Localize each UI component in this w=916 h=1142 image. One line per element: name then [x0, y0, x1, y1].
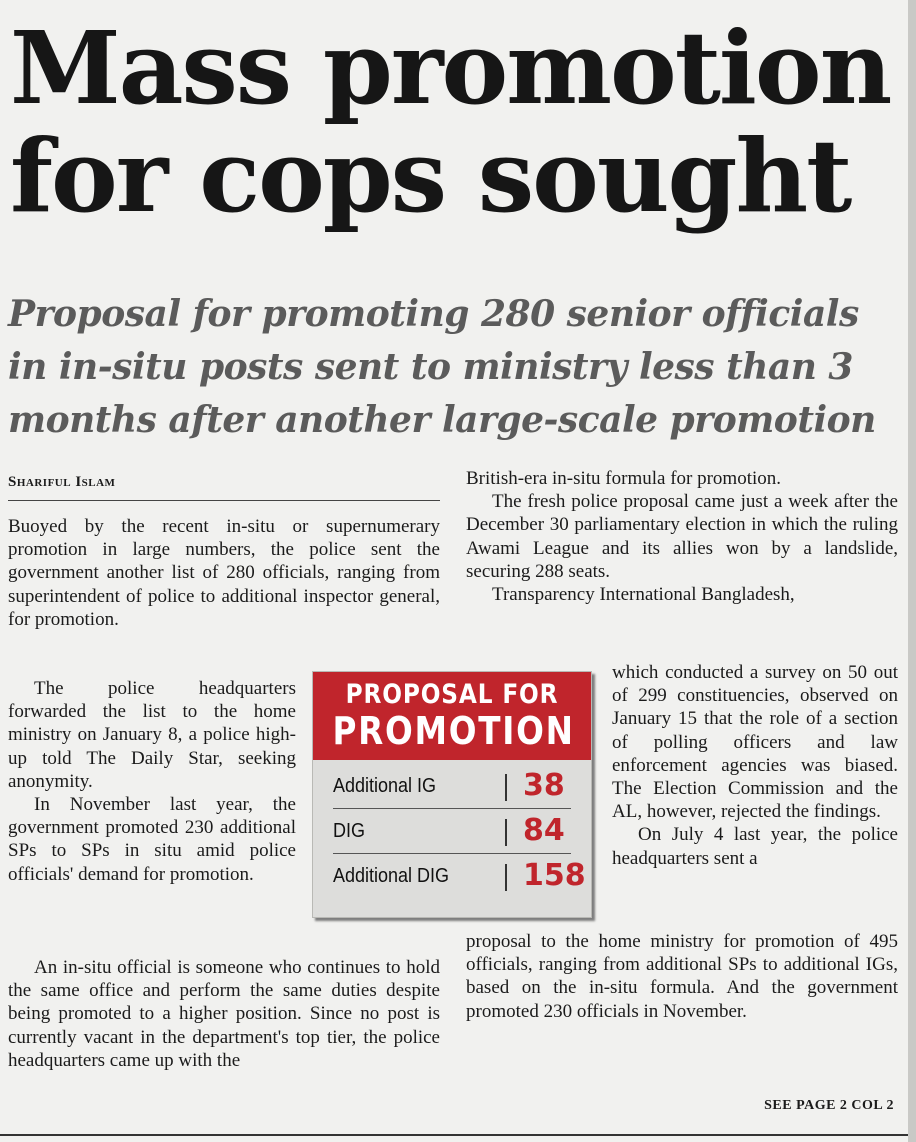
headline: [10, 9, 900, 235]
byline: [8, 474, 440, 501]
byline-text: Shariful Islam: [8, 474, 116, 490]
infobox-row: [333, 764, 571, 809]
body-paragraph: British-era in-situ formula for promotion.: [466, 468, 782, 489]
body-paragraph: An in-situ official is someone who continues to hold the same office and perform the same duties despite being promoted to a higher position. Since no post is currently vacant in the department's top tier, the police headquarters came up with the: [8, 957, 440, 1071]
body-paragraph: Buoyed by the recent in-situ or supernumerary promotion in large numbers, the police sent the government another list of 280 officials, ranging from superintendent of police to additional inspector general, for promotion.: [8, 516, 440, 630]
promotion-infobox: [312, 671, 592, 918]
body-column-right-bottom: [466, 930, 898, 1023]
body-column-right-top: [466, 467, 898, 606]
body-column-left-mid: [8, 677, 296, 886]
deck-line-2: in in-situ posts sent to ministry less than 3: [8, 346, 853, 388]
deck: [8, 288, 898, 447]
headline-line-1: Mass promotion: [10, 9, 891, 127]
divider: [505, 774, 507, 801]
infobox-row: [333, 809, 571, 854]
headline-line-2: for cops sought: [10, 117, 851, 235]
infobox-row: [333, 854, 586, 898]
bottom-rule: [0, 1134, 908, 1136]
divider: [505, 864, 507, 891]
body-paragraph: The police headquarters forwarded the list to the home ministry on January 8, a police high-up told The Daily Star, seeking anonymity.: [8, 678, 296, 792]
infobox-header: [313, 672, 591, 760]
infobox-row-value: 158: [523, 858, 586, 893]
infobox-row-label: Additional DIG: [333, 865, 450, 887]
body-paragraph: In November last year, the government promoted 230 additional SPs to SPs in situ amid police officials' demand for promotion.: [8, 794, 296, 885]
infobox-title-line-1: PROPOSAL FOR: [345, 679, 559, 710]
deck-line-3: months after another large-scale promotion: [8, 399, 876, 441]
infobox-row-label: Additional IG: [333, 775, 437, 797]
page-edge: [908, 0, 916, 1142]
body-column-right-mid: [612, 661, 898, 870]
infobox-rows: [313, 760, 591, 898]
body-paragraph: Transparency International Bangladesh,: [492, 584, 795, 606]
body-paragraph: which conducted a survey on 50 out of 299 constituencies, observed on January 15 that the role of a section of polling officers and law enforcement agencies was biased. The Election Commission and the AL, however, rejected the findings.: [612, 662, 898, 823]
body-paragraph: proposal to the home ministry for promotion of 495 officials, ranging from additional SPs to additional IGs, based on the in-situ formula. And the government promoted 230 officials in November.: [466, 931, 898, 1022]
body-paragraph: On July 4 last year, the police headquarters sent a: [612, 824, 898, 869]
divider: [505, 819, 507, 846]
jump-line: SEE PAGE 2 COL 2: [764, 1098, 894, 1113]
body-paragraph: The fresh police proposal came just a week after the December 30 parliamentary election in which the ruling Awami League and its allies won by a landslide, securing 288 seats.: [466, 491, 898, 582]
deck-line-1: Proposal for promoting 280 senior officials: [8, 293, 859, 335]
infobox-row-value: 38: [523, 768, 565, 803]
infobox-row-value: 84: [523, 813, 565, 848]
infobox-title-line-2: PROMOTION: [332, 709, 575, 753]
infobox-row-label: DIG: [333, 820, 366, 842]
body-column-left-bottom: [8, 956, 440, 1072]
body-column-left-top: [8, 515, 440, 631]
